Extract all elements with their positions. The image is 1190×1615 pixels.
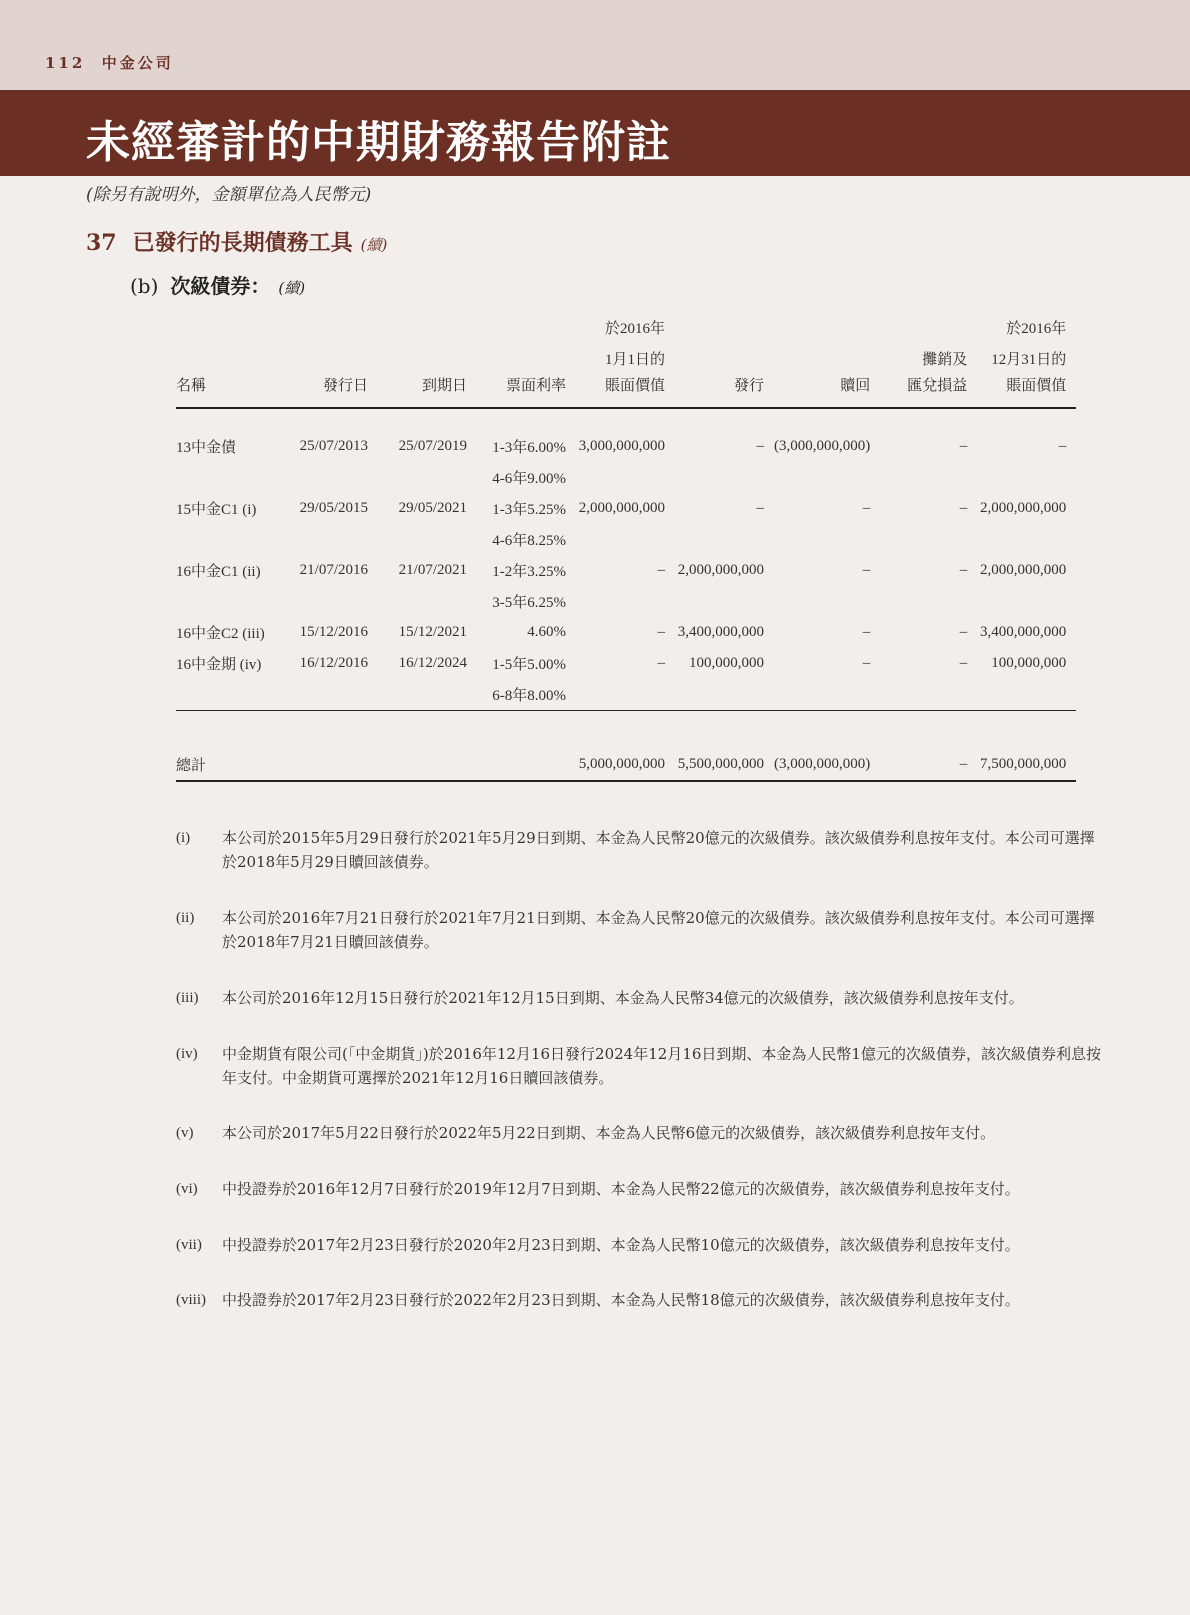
header-coupon: 票面利率	[477, 374, 576, 408]
cell-issued: –	[756, 500, 764, 516]
note-text: 中投證券於2017年2月23日發行於2020年2月23日到期、本金為人民幣10億元的次級債券，該次級債券利息按年支付。	[222, 1236, 1020, 1254]
total-fx: –	[880, 749, 977, 781]
total-issued: 5,500,000,000	[675, 749, 774, 781]
cell-maturity-date: 29/05/2021	[398, 500, 467, 516]
cell-maturity-date: 25/07/2019	[398, 438, 467, 454]
cell-maturity-date: 15/12/2021	[398, 624, 467, 640]
cell-closing: 100,000,000	[991, 655, 1067, 671]
total-label: 總計	[176, 749, 280, 781]
note-item	[176, 986, 1106, 1010]
subsection-continued: (續)	[278, 279, 306, 297]
header-row	[176, 312, 1076, 343]
note-label: (vi)	[176, 1181, 198, 1197]
cell-name: 16中金C1 (ii)	[176, 564, 261, 580]
section-title: 已發行的長期債務工具	[132, 230, 353, 256]
cell-issue-date: 29/05/2015	[299, 500, 368, 516]
table-row-continuation	[176, 679, 1076, 711]
table-row-continuation	[176, 524, 1076, 555]
note-text: 本公司於2017年5月22日發行於2022年5月22日到期、本金為人民幣6億元的次級債券，該次級債券利息按年支付。	[222, 1124, 996, 1142]
note-item	[176, 1233, 1106, 1257]
cell-fx: –	[959, 500, 968, 516]
cell-coupon: 4.60%	[527, 624, 566, 640]
cell-fx: –	[959, 438, 968, 454]
cell-issued: 2,000,000,000	[677, 562, 764, 578]
header-closing-2: 12月31日的	[991, 352, 1067, 368]
note-label: (iii)	[176, 990, 199, 1006]
cell-coupon-2: 6-8年8.00%	[477, 679, 576, 711]
subsection-label: (b)	[130, 274, 159, 298]
note-label: (i)	[176, 830, 191, 846]
page-number: 112	[45, 54, 86, 72]
cell-closing: 2,000,000,000	[980, 562, 1067, 578]
cell-opening: 2,000,000,000	[578, 500, 665, 516]
cell-opening: –	[657, 655, 665, 671]
total-row	[176, 749, 1076, 781]
cell-issue-date: 25/07/2013	[299, 438, 368, 454]
subsection-title: 次級債券：	[170, 274, 271, 298]
note-text: 中投證券於2016年12月7日發行於2019年12月7日到期、本金為人民幣22億元的次級債券，該次級債券利息按年支付。	[222, 1180, 1020, 1198]
cell-name: 13中金債	[176, 440, 237, 456]
page-title: 未經審計的中期財務報告附註	[86, 117, 671, 168]
currency-note: (除另有說明外，金額單位為人民幣元)	[86, 185, 372, 205]
cell-issue-date: 21/07/2016	[299, 562, 368, 578]
cell-coupon: 1-3年5.25%	[492, 502, 566, 518]
note-label: (iv)	[176, 1046, 198, 1062]
note-text: 本公司於2016年12月15日發行於2021年12月15日到期、本金為人民幣34億元的次級債券，該次級債券利息按年支付。	[222, 989, 1024, 1007]
section-heading	[86, 226, 387, 257]
cell-closing: 3,400,000,000	[980, 624, 1067, 640]
company-name: 中金公司	[101, 54, 174, 72]
cell-coupon: 1-5年5.00%	[492, 657, 566, 673]
cell-issued: –	[756, 438, 764, 454]
title-band	[0, 90, 1190, 176]
total-closing: 7,500,000,000	[977, 749, 1076, 781]
header-redeemed: 贖回	[774, 374, 880, 408]
header-opening-3: 賬面價值	[576, 374, 675, 408]
cell-redeemed: (3,000,000,000)	[774, 438, 871, 454]
note-item	[176, 1288, 1106, 1312]
cell-opening: –	[657, 624, 665, 640]
cell-name: 16中金期 (iv)	[176, 657, 262, 673]
cell-opening: 3,000,000,000	[578, 438, 665, 454]
cell-maturity-date: 16/12/2024	[398, 655, 467, 671]
header-issue-date: 發行日	[280, 374, 378, 408]
cell-issued: 3,400,000,000	[677, 624, 764, 640]
cell-closing: 2,000,000,000	[980, 500, 1067, 516]
table-row	[176, 555, 1076, 586]
cell-coupon: 1-3年6.00%	[492, 440, 566, 456]
note-label: (viii)	[176, 1292, 206, 1308]
cell-closing: –	[1058, 438, 1067, 454]
section-number: 37	[86, 230, 117, 256]
header-opening-1: 於2016年	[604, 321, 665, 337]
page-header	[45, 52, 174, 73]
cell-redeemed: –	[862, 624, 871, 640]
cell-maturity-date: 21/07/2021	[398, 562, 467, 578]
header-name: 名稱	[176, 374, 280, 408]
note-text: 中投證券於2017年2月23日發行於2022年2月23日到期、本金為人民幣18億元的次級債券，該次級債券利息按年支付。	[222, 1291, 1020, 1309]
cell-fx: –	[959, 562, 968, 578]
note-label: (vii)	[176, 1237, 202, 1253]
header-row	[176, 343, 1076, 374]
cell-issue-date: 16/12/2016	[299, 655, 368, 671]
cell-coupon-2: 3-5年6.25%	[492, 595, 566, 611]
subsection-heading	[130, 270, 305, 299]
header-closing-3: 賬面價值	[977, 374, 1076, 408]
note-item	[176, 906, 1106, 954]
note-item	[176, 1177, 1106, 1201]
header-maturity-date: 到期日	[378, 374, 477, 408]
note-item	[176, 826, 1106, 874]
cell-redeemed: –	[862, 500, 871, 516]
header-fx-1: 攤銷及	[922, 352, 968, 368]
section-continued: (續)	[360, 236, 388, 254]
total-redeemed: (3,000,000,000)	[774, 749, 880, 781]
cell-fx: –	[959, 655, 968, 671]
note-text: 中金期貨有限公司(「中金期貨」)於2016年12月16日發行2024年12月16日到期、本金為人民幣1億元的次級債券，該次級債券利息按年支付。中金期貨可選擇於2021年12月16日贖回該債券。	[222, 1045, 1101, 1087]
cell-name: 16中金C2 (iii)	[176, 626, 265, 642]
cell-redeemed: –	[862, 562, 871, 578]
bonds-table	[176, 312, 1076, 782]
table-row	[176, 431, 1076, 462]
table-row	[176, 648, 1076, 679]
cell-coupon-2: 4-6年8.25%	[492, 533, 566, 549]
note-label: (ii)	[176, 910, 195, 926]
cell-name: 15中金C1 (i)	[176, 502, 257, 518]
table-row	[176, 493, 1076, 524]
table-row-continuation	[176, 586, 1076, 617]
cell-coupon-2: 4-6年9.00%	[492, 471, 566, 487]
cell-redeemed: –	[862, 655, 871, 671]
cell-issued: 100,000,000	[689, 655, 764, 671]
cell-opening: –	[657, 562, 665, 578]
total-opening: 5,000,000,000	[576, 749, 675, 781]
header-row	[176, 374, 1076, 408]
cell-fx: –	[959, 624, 968, 640]
top-band	[0, 0, 1190, 90]
table-row-continuation	[176, 462, 1076, 493]
header-fx-2: 匯兌損益	[880, 374, 977, 408]
cell-coupon: 1-2年3.25%	[492, 564, 566, 580]
note-item	[176, 1121, 1106, 1145]
table-row	[176, 617, 1076, 648]
note-text: 本公司於2015年5月29日發行於2021年5月29日到期、本金為人民幣20億元的次級債券。該次級債券利息按年支付。本公司可選擇於2018年5月29日贖回該債券。	[222, 829, 1095, 871]
cell-issue-date: 15/12/2016	[299, 624, 368, 640]
header-closing-1: 於2016年	[1006, 321, 1067, 337]
note-label: (v)	[176, 1125, 194, 1141]
note-text: 本公司於2016年7月21日發行於2021年7月21日到期、本金為人民幣20億元的次級債券。該次級債券利息按年支付。本公司可選擇於2018年7月21日贖回該債券。	[222, 909, 1095, 951]
note-item	[176, 1042, 1106, 1090]
header-opening-2: 1月1日的	[604, 352, 665, 368]
header-issued: 發行	[675, 374, 774, 408]
